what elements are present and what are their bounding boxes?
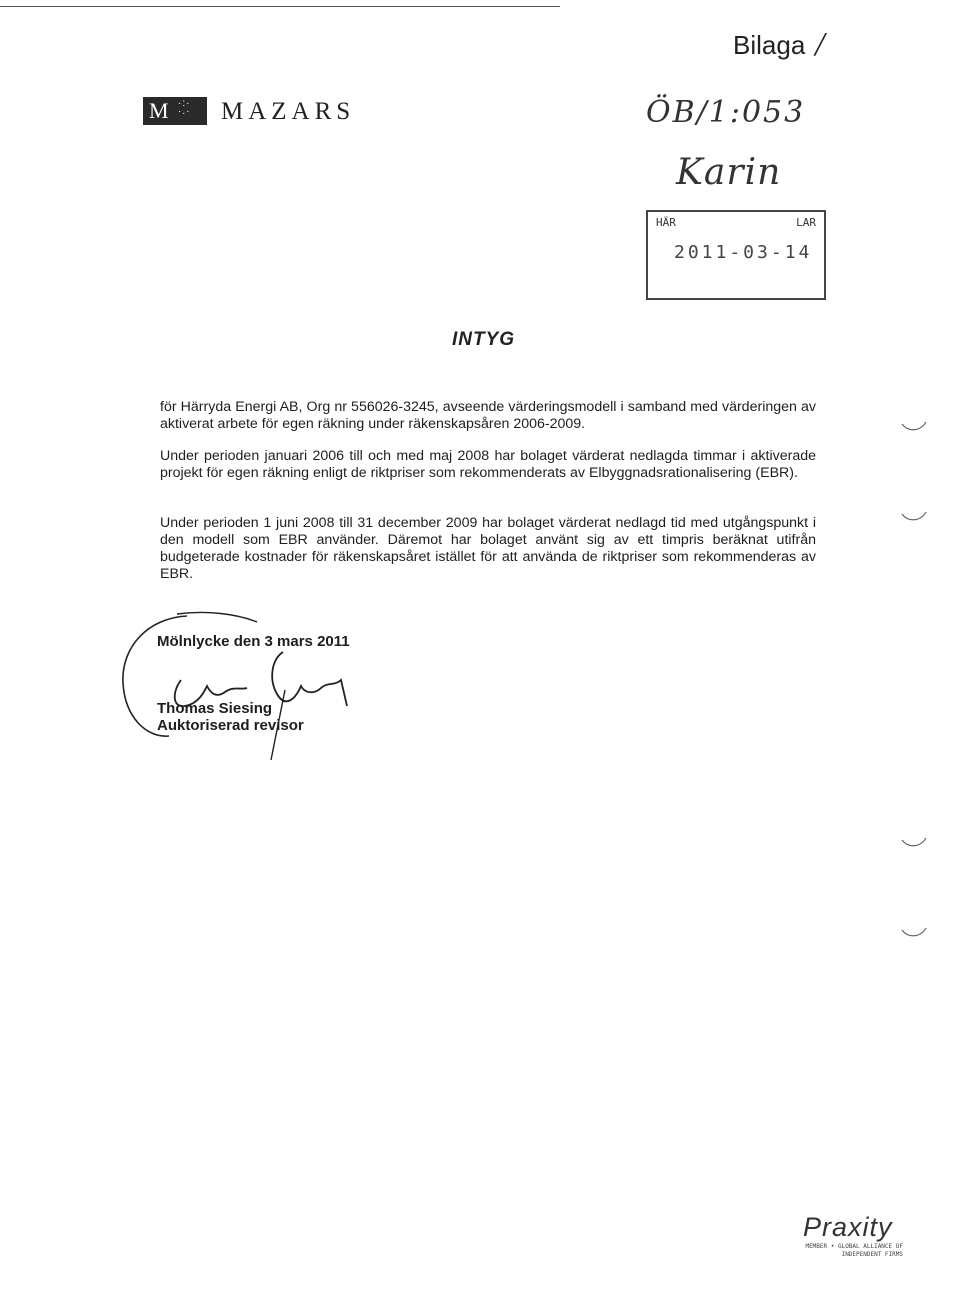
stamp-date: 2011-03-14 [674, 242, 813, 263]
stamp-header [656, 216, 816, 229]
stamp-top-right: LAR [796, 216, 816, 229]
handwritten-name: Karin [676, 152, 782, 193]
logo-mark: M [149, 98, 169, 123]
signature-place-date: Mölnlycke den 3 mars 2011 [157, 633, 350, 650]
signatory-name: Thomas Siesing [157, 700, 273, 717]
punch-hole-mark [900, 420, 928, 434]
praxity-logo-icon: Praxity [803, 1212, 893, 1242]
bilaga-label: Bilaga [733, 30, 806, 60]
document-title: INTYG [452, 329, 516, 350]
received-stamp [646, 210, 826, 300]
paragraph-period-2: Under perioden 1 juni 2008 till 31 december 2009 har bolaget värderat nedlagd tid med utgångspunkt i den modell som EBR använder. Däremot har bolaget använt sig av ett timpris beräknat utifrån budgeterade kostnader för räkenskapsåret istället för att använda de riktpriser som rekommenderas av EBR. [160, 515, 816, 582]
punch-hole-mark [900, 926, 928, 940]
mazars-logo-icon [143, 97, 207, 125]
paragraph-period-1: Under perioden januari 2006 till och med maj 2008 har bolaget värderat nedlagda timmar i aktiverade projekt för egen räkning enligt de riktpriser som rekommenderats av Elbyggnadsrationalisering (EBR). [160, 448, 816, 481]
company-logo-text: MAZARS [221, 98, 356, 125]
logo-dots: ·:· ·.· [178, 98, 191, 117]
scan-top-line [0, 6, 560, 7]
signatory-role: Auktoriserad revisor [157, 717, 304, 734]
bilaga-number: / [815, 26, 825, 63]
punch-hole-mark [900, 836, 928, 850]
paragraph-intro: för Härryda Energi AB, Org nr 556026-3245, avseende värderingsmodell i samband med värderingen av aktiverat arbete för egen räkning under räkenskapsåren 2006-2009. [160, 399, 816, 432]
stamp-top-left: HÄR [656, 216, 676, 229]
punch-hole-mark [900, 510, 928, 524]
handwritten-reference: ÖB/1:053 [646, 95, 806, 130]
praxity-subtitle: MEMBER • GLOBAL ALLIANCE OF INDEPENDENT FIRMS [805, 1243, 903, 1258]
